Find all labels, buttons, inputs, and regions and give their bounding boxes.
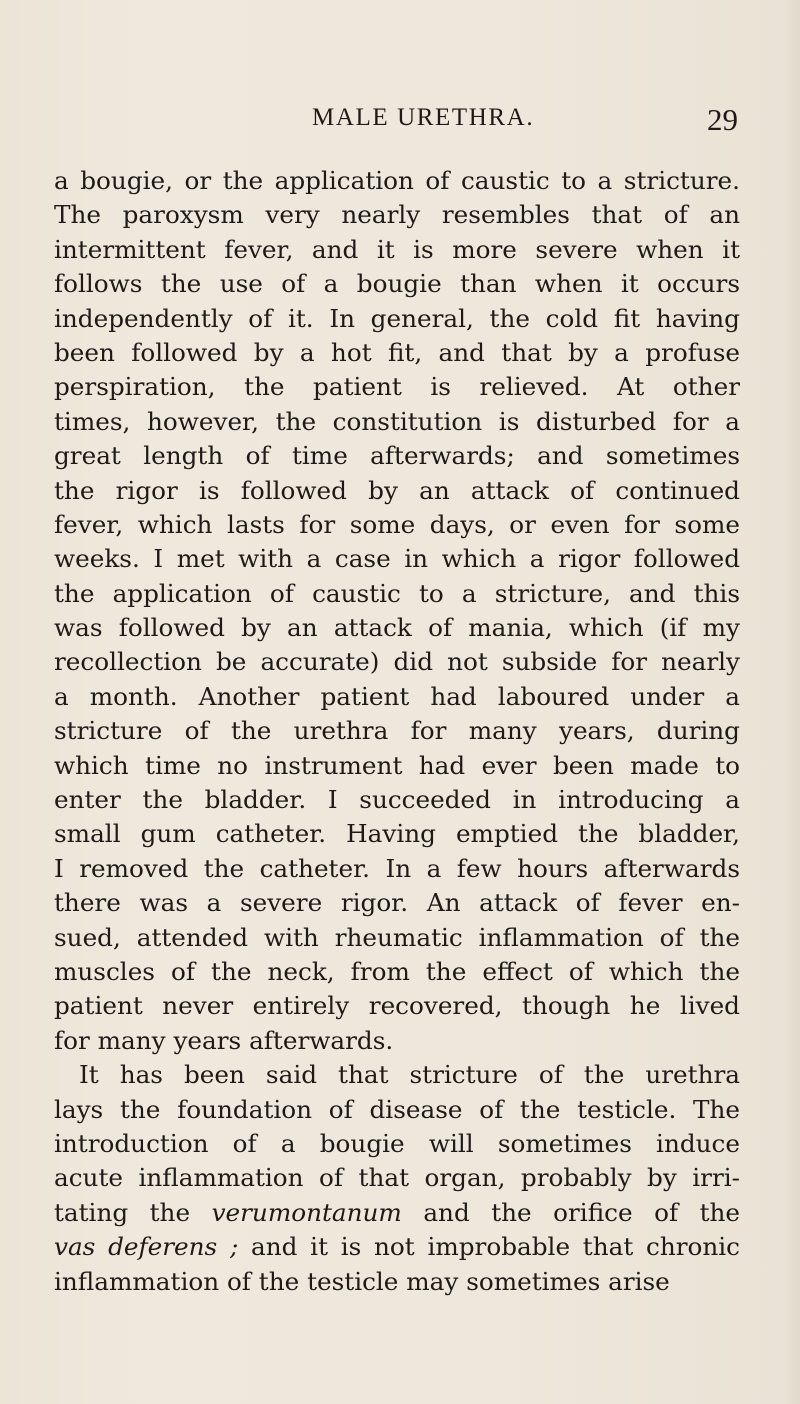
text-line-mixed [54, 1230, 740, 1264]
text-line: great length of time afterwards; and sometimes [54, 441, 740, 471]
text-line: acute inflammation of that organ, probably by irri- [54, 1163, 740, 1193]
text-line: stricture of the urethra for many years, during [54, 716, 740, 746]
page-edge-shadow [784, 0, 800, 1404]
latin-term-verumontanum: verumontanum [211, 1197, 402, 1227]
text-line: perspiration, the patient is relieved. At other [54, 372, 740, 402]
text-segment: tating the [54, 1197, 212, 1227]
text-line: I removed the catheter. In a few hours afterwards [54, 853, 740, 883]
text-line: patient never entirely recovered, though he lived [54, 991, 740, 1021]
text-line: It has been said that stricture of the urethra [79, 1060, 740, 1090]
running-title: MALE URETHRA. [312, 104, 535, 131]
text-line: the application of caustic to a stricture, and this [54, 578, 740, 608]
text-line: fever, which lasts for some days, or even for some [54, 509, 740, 539]
text-line: enter the bladder. I succeeded in introducing a [54, 785, 740, 815]
text-line-mixed [54, 1196, 740, 1230]
page-header [312, 104, 738, 138]
text-segment: and it is not improbable that chronic [238, 1232, 740, 1262]
text-line: a bougie, or the application of caustic to a stricture. [54, 166, 740, 195]
text-line: recollection be accurate) did not subside for nearly [54, 647, 740, 677]
text-line: weeks. I met with a case in which a rigor followed [54, 544, 740, 574]
text-line: for many years afterwards. [54, 1025, 394, 1055]
text-line: small gum catheter. Having emptied the bladder, [54, 819, 740, 849]
text-line: introduction of a bougie will sometimes induce [54, 1128, 740, 1158]
text-line: the rigor is followed by an attack of continued [54, 475, 740, 505]
text-line: inflammation of the testicle may sometimes arise [54, 1266, 670, 1296]
text-line: intermittent fever, and it is more severe when it [54, 234, 740, 264]
text-line: a month. Another patient had laboured under a [54, 681, 740, 711]
text-line: which time no instrument had ever been made to [54, 750, 740, 780]
text-line: independently of it. In general, the cold fit having [54, 303, 740, 333]
text-line: was followed by an attack of mania, which (if my [54, 613, 740, 643]
text-line: sued, attended with rheumatic inflammation of the [54, 922, 740, 952]
latin-term-vas-deferens: vas deferens ; [54, 1232, 239, 1262]
text-line: lays the foundation of disease of the testicle. The [54, 1094, 740, 1124]
text-line: times, however, the constitution is disturbed for a [54, 406, 740, 436]
text-line: muscles of the neck, from the effect of which the [54, 956, 740, 986]
body-text [54, 164, 740, 1299]
text-line: follows the use of a bougie than when it occurs [54, 269, 740, 299]
text-line: been followed by a hot fit, and that by a profuse [54, 337, 740, 367]
text-line: The paroxysm very nearly resembles that of an [54, 200, 740, 230]
text-segment: and the orifice of the [401, 1197, 740, 1227]
text-line: there was a severe rigor. An attack of fever en- [54, 888, 740, 918]
page-number: 29 [707, 102, 738, 137]
